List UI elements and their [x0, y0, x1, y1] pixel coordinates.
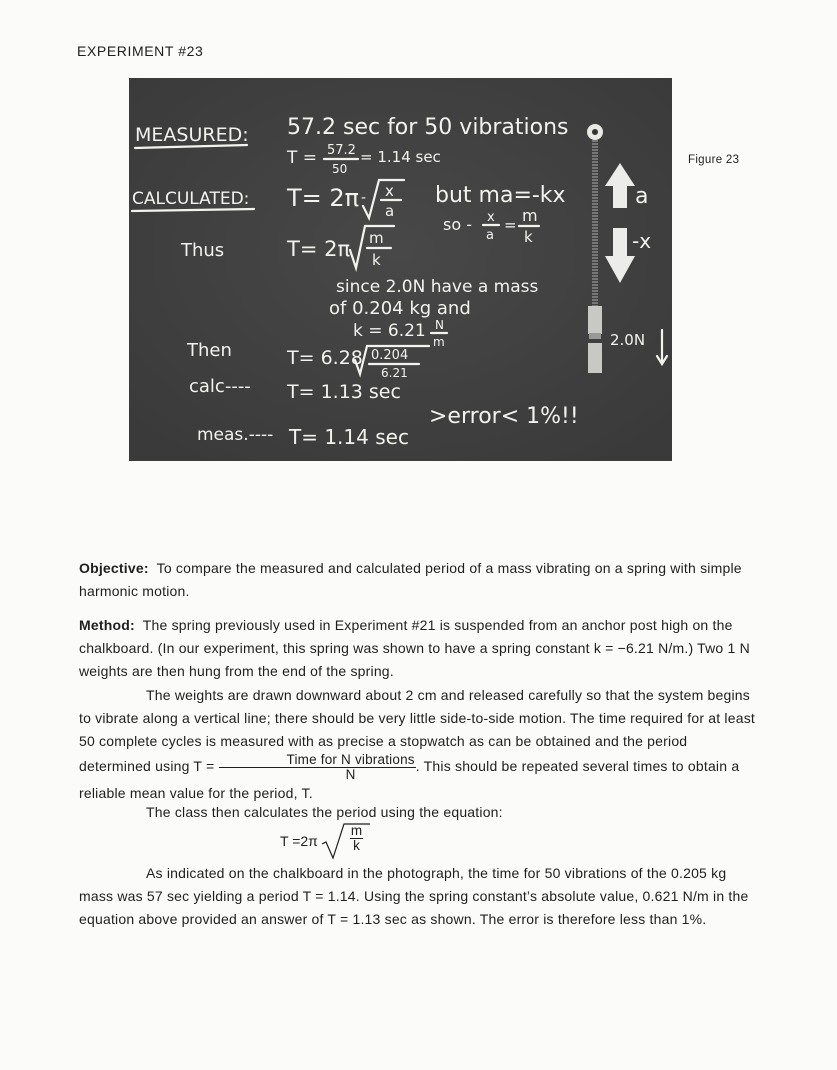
calc-label: calc----: [189, 376, 251, 397]
thus-frac-num: m: [369, 229, 384, 247]
measured-frac-num: 57.2: [327, 143, 356, 158]
calc-result: T= 1.13 sec: [287, 381, 401, 403]
so-frac-den: a: [486, 228, 494, 243]
period-fraction: [219, 753, 416, 782]
figure-caption: Figure 23: [688, 154, 740, 166]
since-line3: k = 6.21: [353, 321, 426, 341]
so-frac2-den: k: [524, 228, 533, 246]
then-label: Then: [187, 340, 232, 361]
so-text: so -: [443, 215, 472, 234]
error-text: >error< 1%!!: [429, 404, 579, 429]
objective-paragraph: [79, 557, 759, 603]
measured-t: T =: [287, 148, 318, 168]
period-equation: [280, 822, 372, 860]
then-frac-num: 0.204: [371, 348, 409, 363]
measured-line: 57.2 sec for 50 vibrations: [287, 115, 569, 140]
so-eq: =: [504, 216, 517, 234]
meas-result: T= 1.14 sec: [289, 425, 409, 449]
then-t: T= 6.28: [287, 347, 363, 369]
meas-label: meas.----: [197, 425, 274, 445]
calc-frac-den: a: [385, 202, 395, 220]
so-frac-num: x: [487, 210, 495, 225]
equation-numerator: m: [350, 823, 363, 838]
weight-top-icon: [588, 306, 602, 334]
equation-lhs: T =2π: [280, 833, 318, 849]
since-line1: since 2.0N have a mass: [336, 277, 539, 297]
objective-label: Objective:: [79, 560, 149, 576]
period-fraction-denominator: N: [345, 767, 356, 782]
period-fraction-numerator: Time for N vibrations: [219, 753, 416, 768]
equation-denominator: k: [353, 838, 360, 853]
class-text: The class then calculates the period using the equation:: [146, 804, 503, 820]
measured-result: = 1.14 sec: [360, 148, 441, 166]
equation-fraction: [350, 824, 363, 853]
then-frac-den: 6.21: [381, 366, 408, 380]
measured-frac-den: 50: [332, 162, 348, 176]
measured-label: MEASURED:: [135, 124, 249, 146]
calc-neg: -: [361, 190, 367, 206]
weight-bottom-icon: [588, 343, 602, 373]
arrow-x-label: -x: [632, 229, 652, 253]
thus-label: Thus: [181, 240, 225, 261]
arrow-a-label: a: [635, 184, 649, 209]
results-text: As indicated on the chalkboard in the photograph, the time for 50 vibrations of the 0.205 kg mass was 57 sec yielding a period T = 1.14. Using the spring constant’s absolute value, 0.621 N/m in the equation above provided an answer of T = 1.13 sec as shown. The error is therefore less than 1%.: [79, 865, 749, 927]
so-frac2-num: m: [522, 206, 538, 225]
results-paragraph: [79, 862, 759, 931]
but-text: but ma=-kx: [435, 183, 566, 208]
calc-t: T= 2π: [287, 184, 360, 212]
since-line2: of 0.204 kg and: [329, 298, 471, 319]
page-title: EXPERIMENT #23: [77, 43, 204, 59]
procedure-paragraph: [79, 684, 759, 805]
since-frac-num: N: [435, 318, 444, 332]
square-root: [320, 822, 372, 860]
class-paragraph: [79, 801, 759, 824]
since-frac-den: m: [433, 335, 445, 349]
method-label: Method:: [79, 617, 135, 633]
procedure-text: The weights are drawn downward about 2 cm and released carefully so that the system begins to vibrate along a vertical line; there should be very little side-to-side motion. The time required for at least 50 complete cycles is measured with as precise a stopwatch as can be obtained and the period determined using T =: [79, 687, 756, 775]
method-text: The spring previously used in Experiment #21 is suspended from an anchor post high on the chalkboard. (In our experiment, this spring was shown to have a spring constant k = −6.21 N/m.) Two 1 N weights are then hung from the end of the spring.: [79, 617, 750, 679]
chalkboard-photo: [129, 78, 672, 461]
thus-frac-den: k: [372, 251, 381, 269]
method-paragraph: [79, 614, 759, 683]
thus-t: T= 2π: [287, 237, 351, 261]
procedure-text-end: . This should be repeated several times to obtain a reliable mean value for the period, T.: [79, 758, 740, 801]
weight-label: 2.0N: [610, 331, 646, 349]
calc-frac-num: x: [385, 182, 394, 200]
objective-text: To compare the measured and calculated period of a mass vibrating on a spring with simple harmonic motion.: [79, 560, 742, 599]
calculated-label: CALCULATED:: [132, 189, 250, 209]
